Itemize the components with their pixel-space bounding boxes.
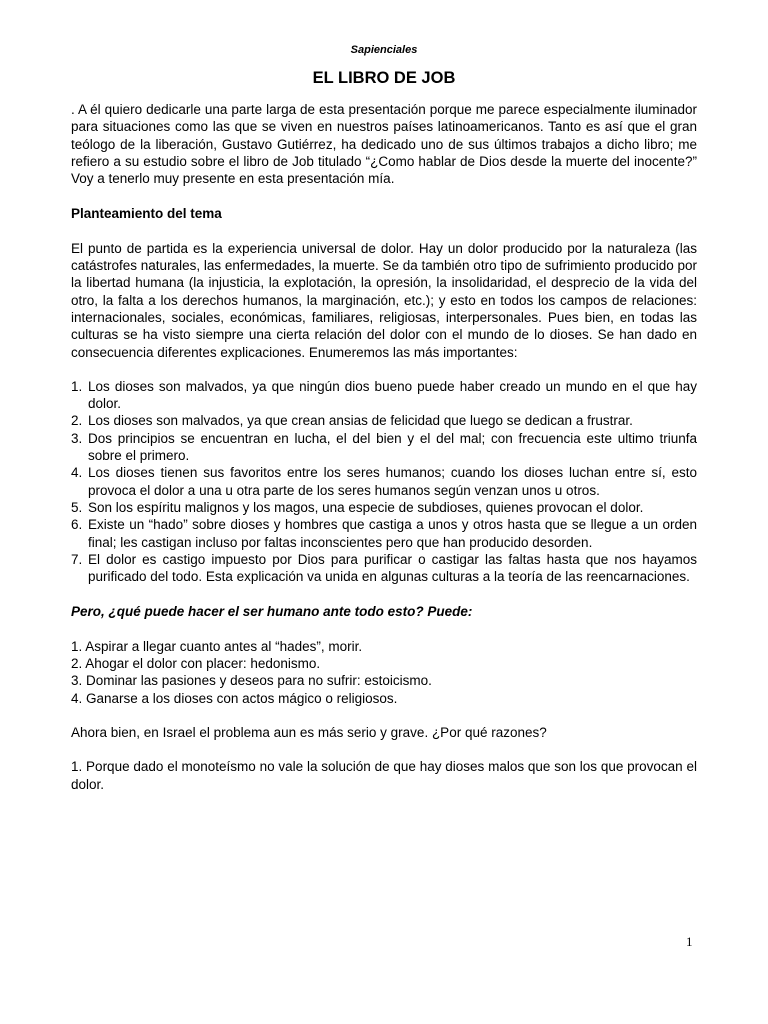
list-item: 2. Ahogar el dolor con placer: hedonismo. (71, 656, 321, 672)
list-item: 4. Ganarse a los dioses con actos mágico o religiosos. (71, 690, 398, 706)
list-item-number: 6. (71, 517, 83, 533)
list-item: 1. Aspirar a llegar cuanto antes al “hades”, morir. (71, 638, 363, 654)
list-item (71, 378, 697, 413)
list-item-text: Dos principios se encuentran en lucha, el del bien y el del mal; con frecuencia este ultimo triunfa sobre el primero. (88, 430, 697, 464)
list-item-text: Los dioses son malvados, ya que crean ansias de felicidad que luego se dedican a frustrar. (88, 413, 633, 429)
list-item (71, 412, 697, 429)
list-item-number: 4. (71, 465, 83, 481)
list-item: 3. Dominar las pasiones y deseos para no sufrir: estoicismo. (71, 673, 432, 689)
list-item (71, 499, 697, 516)
list-item-text: Los dioses son malvados, ya que ningún dios bueno puede haber creado un mundo en el que hay dolor. (88, 378, 697, 412)
list-item-text: Son los espíritu malignos y los magos, una especie de subdioses, quienes provocan el dolor. (88, 499, 644, 515)
page-content (71, 42, 697, 793)
list-item-text: Los dioses tienen sus favoritos entre los seres humanos; cuando los dioses luchan entre sí, esto provoca el dolor a una u otra parte de los seres humanos según venzan unos u otros. (88, 465, 697, 498)
page-number: 1 (686, 934, 693, 949)
section-heading-pero: Pero, ¿qué puede hacer el ser humano ante todo esto? Puede: (71, 604, 473, 620)
section-heading-planteamiento: Planteamiento del tema (71, 206, 222, 222)
list-item-number: 3. (71, 430, 83, 446)
list-item-number: 2. (71, 413, 83, 429)
options-list (71, 638, 697, 707)
document-title: EL LIBRO DE JOB (312, 69, 456, 87)
list-item-text: Existe un “hado” sobre dioses y hombres que castiga a unos y otros hasta que se llegue a un orden final; les castigan incluso por faltas inconscientes pero que han producido desorden. (88, 517, 697, 550)
israel-question-paragraph: Ahora bien, en Israel el problema aun es más serio y grave. ¿Por qué razones? (71, 724, 547, 740)
list-item-number: 7. (71, 551, 83, 567)
list-item (71, 430, 697, 465)
list-item-number: 5. (71, 499, 83, 515)
list-item (71, 464, 697, 499)
list-item (71, 516, 697, 551)
intro-paragraph: . A él quiero dedicarle una parte larga de esta presentación porque me parece especialmente iluminador para situaciones como las que se viven en nuestros países latinoamericanos. Tanto es así que el gran teólogo de la liberación, Gustavo Gutiérrez, ha dedicado uno de sus últimos trabajos a dicho libro; me refiero a su estudio sobre el libro de Job titulado “¿Como hablar de Dios desde la muerte del inocente?” Voy a tenerlo muy presente en esta presentación mía. (71, 102, 697, 187)
section-paragraph-dolor: El punto de partida es la experiencia universal de dolor. Hay un dolor producido por la naturaleza (las catástrofes naturales, las enfermedades, la muerte. Se da también otro tipo de sufrimiento producido por la libertad humana (la injusticia, la explotación, la opresión, la insolidaridad, el desprecio de la vida del otro, la falta a los derechos humanos, la marginación, etc.); y esto en todos los campos de relaciones: internacionales, sociales, económicas, familiares, religiosas, interpersonales. Pues bien, en todas las culturas se ha visto siempre una cierta relación del dolor con el mundo de lo dioses. Se han dado en consecuencia diferentes explicaciones. Enumeremos las más importantes: (71, 240, 697, 360)
list-item-text: El dolor es castigo impuesto por Dios para purificar o castigar las faltas hasta que nos hayamos purificado del todo. Esta explicación va unida en algunas culturas a la teoría de las reencarnaciones. (88, 551, 697, 585)
list-item-number: 1. (71, 378, 83, 394)
reason-paragraph: 1. Porque dado el monoteísmo no vale la solución de que hay dioses malos que son los que provocan el dolor. (71, 759, 697, 792)
running-head: Sapienciales (350, 44, 418, 56)
list-item (71, 551, 697, 586)
explanations-list (71, 378, 697, 586)
